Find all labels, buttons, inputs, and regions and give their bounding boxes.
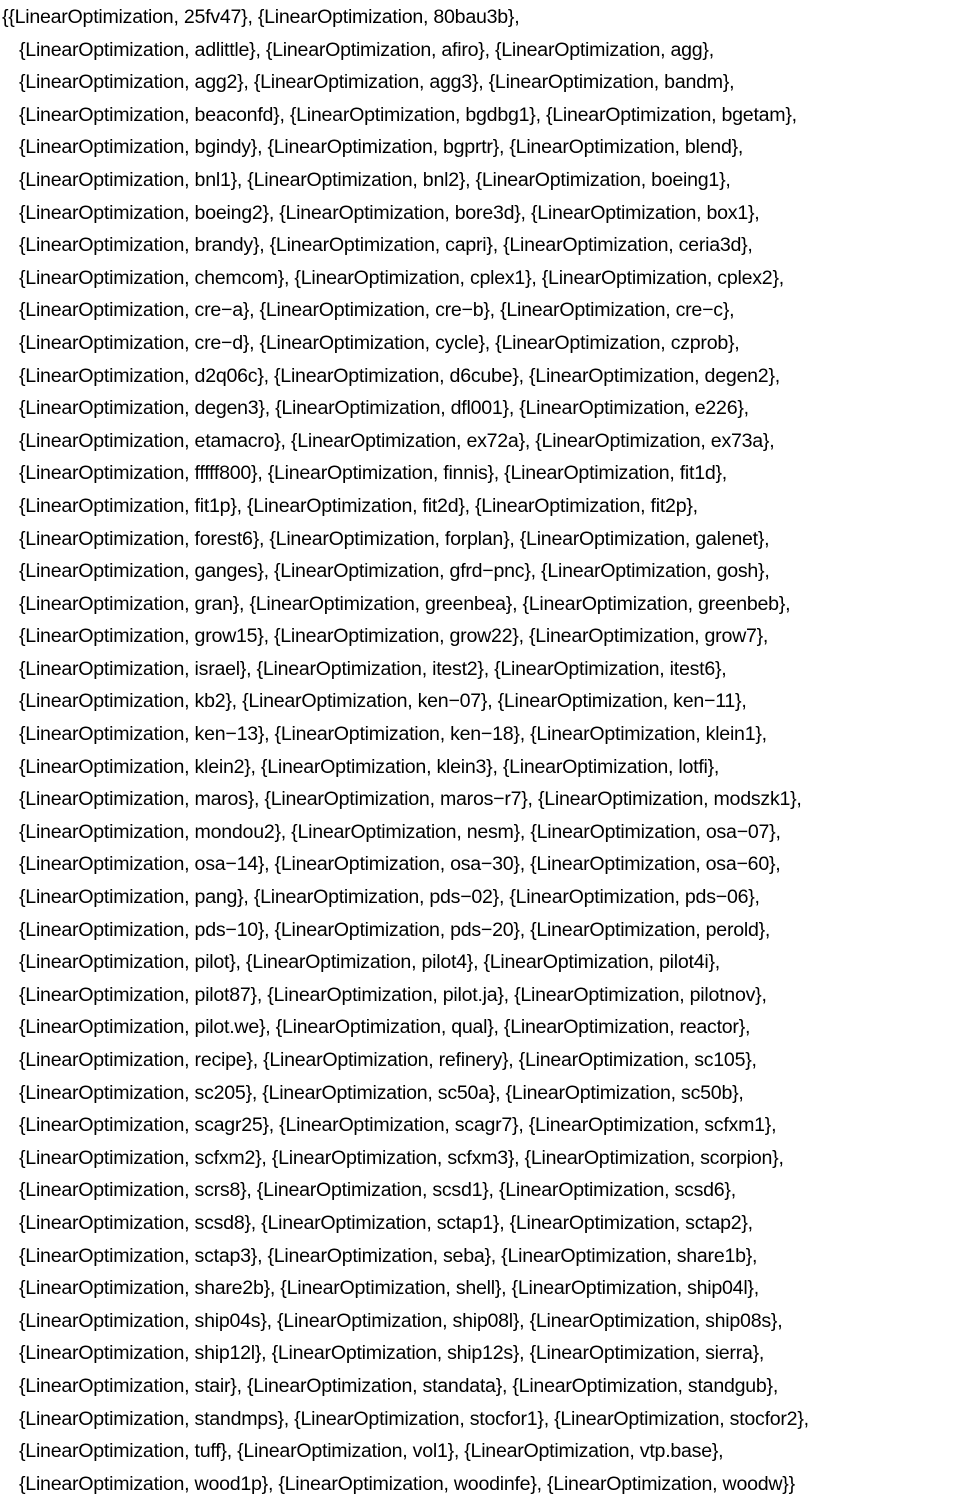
output-line: {LinearOptimization, israel}, {LinearOptimization, itest2}, {LinearOptimization, itest6}, xyxy=(19,657,727,680)
output-line: {LinearOptimization, recipe}, {LinearOptimization, refinery}, {LinearOptimization, sc105}, xyxy=(19,1049,757,1071)
output-line: {LinearOptimization, scrs8}, {LinearOptimization, scsd1}, {LinearOptimization, scsd6}, xyxy=(19,1179,736,1202)
output-line: {LinearOptimization, ganges}, {LinearOptimization, gfrd−pnc}, {LinearOptimization, gosh}, xyxy=(19,560,770,583)
output-line: {LinearOptimization, wood1p}, {LinearOptimization, woodinfe}, {LinearOptimization, woodw}} xyxy=(19,1472,795,1495)
output-line: {LinearOptimization, beaconfd}, {LinearOptimization, bgdbg1}, {LinearOptimization, bgetam}, xyxy=(19,103,797,126)
output-line: {LinearOptimization, sc205}, {LinearOptimization, sc50a}, {LinearOptimization, sc50b}, xyxy=(19,1081,744,1104)
output-line: {LinearOptimization, ship12l}, {LinearOptimization, ship12s}, {LinearOptimization, sierra}, xyxy=(19,1342,765,1365)
output-line: {LinearOptimization, pilot.we}, {LinearOptimization, qual}, {LinearOptimization, reactor}, xyxy=(19,1016,751,1039)
output-line: {LinearOptimization, maros}, {LinearOptimization, maros−r7}, {LinearOptimization, modszk1}, xyxy=(19,788,802,811)
output-line: {LinearOptimization, ken−13}, {LinearOptimization, ken−18}, {LinearOptimization, klein1}, xyxy=(19,723,767,746)
output-line: {LinearOptimization, osa−14}, {LinearOptimization, osa−30}, {LinearOptimization, osa−60}, xyxy=(19,853,781,876)
output-line: {LinearOptimization, gran}, {LinearOptimization, greenbea}, {LinearOptimization, greenbeb}, xyxy=(19,592,791,615)
output-line: {LinearOptimization, adlittle}, {LinearOptimization, afiro}, {LinearOptimization, agg}, xyxy=(19,38,714,61)
output-line: {LinearOptimization, cre−a}, {LinearOptimization, cre−b}, {LinearOptimization, cre−c}, xyxy=(19,299,735,322)
output-line: {LinearOptimization, bnl1}, {LinearOptimization, bnl2}, {LinearOptimization, boeing1}, xyxy=(19,168,731,191)
output-line: {LinearOptimization, scfxm2}, {LinearOptimization, scfxm3}, {LinearOptimization, scorpion}, xyxy=(19,1146,784,1169)
output-line: {LinearOptimization, agg2}, {LinearOptimization, agg3}, {LinearOptimization, bandm}, xyxy=(19,71,735,94)
output-line: {{LinearOptimization, 25fv47}, {LinearOptimization, 80bau3b}, xyxy=(2,6,520,28)
output-line: {LinearOptimization, pds−10}, {LinearOptimization, pds−20}, {LinearOptimization, perold}, xyxy=(19,918,771,941)
output-line: {LinearOptimization, pilot}, {LinearOptimization, pilot4}, {LinearOptimization, pilot4i}, xyxy=(19,951,720,974)
output-line: {LinearOptimization, fffff800}, {LinearOptimization, finnis}, {LinearOptimization, fit1d}, xyxy=(19,462,727,485)
output-line: {LinearOptimization, share2b}, {LinearOptimization, shell}, {LinearOptimization, ship04l}, xyxy=(19,1277,759,1300)
output-line: {LinearOptimization, boeing2}, {LinearOptimization, bore3d}, {LinearOptimization, box1}, xyxy=(19,201,760,224)
output-line: {LinearOptimization, cre−d}, {LinearOptimization, cycle}, {LinearOptimization, czprob}, xyxy=(19,331,740,354)
output-line: {LinearOptimization, standmps}, {LinearOptimization, stocfor1}, {LinearOptimization, stocfor2}, xyxy=(19,1407,809,1430)
output-line: {LinearOptimization, mondou2}, {LinearOptimization, nesm}, {LinearOptimization, osa−07}, xyxy=(19,820,781,843)
output-line: {LinearOptimization, ship04s}, {LinearOptimization, ship08l}, {LinearOptimization, ship08s}, xyxy=(19,1309,783,1332)
output-line: {LinearOptimization, scsd8}, {LinearOptimization, sctap1}, {LinearOptimization, sctap2}, xyxy=(19,1211,753,1234)
output-line: {LinearOptimization, sctap3}, {LinearOptimization, seba}, {LinearOptimization, share1b}, xyxy=(19,1244,758,1267)
output-line: {LinearOptimization, forest6}, {LinearOptimization, forplan}, {LinearOptimization, galenet}, xyxy=(19,527,770,550)
output-line: {LinearOptimization, bgindy}, {LinearOptimization, bgprtr}, {LinearOptimization, blend}, xyxy=(19,136,744,159)
output-line: {LinearOptimization, degen3}, {LinearOptimization, dfl001}, {LinearOptimization, e226}, xyxy=(19,397,749,420)
output-line: {LinearOptimization, pilot87}, {LinearOptimization, pilot.ja}, {LinearOptimization, pilotnov}, xyxy=(19,983,767,1006)
output-line: {LinearOptimization, tuff}, {LinearOptimization, vol1}, {LinearOptimization, vtp.base}, xyxy=(19,1440,724,1463)
output-line: {LinearOptimization, kb2}, {LinearOptimization, ken−07}, {LinearOptimization, ken−11}, xyxy=(19,690,747,713)
output-line: {LinearOptimization, klein2}, {LinearOptimization, klein3}, {LinearOptimization, lotfi}, xyxy=(19,755,720,778)
output-line: {LinearOptimization, fit1p}, {LinearOptimization, fit2d}, {LinearOptimization, fit2p}, xyxy=(19,494,698,517)
output-line: {LinearOptimization, scagr25}, {LinearOptimization, scagr7}, {LinearOptimization, scfxm1}, xyxy=(19,1114,777,1137)
output-line: {LinearOptimization, grow15}, {LinearOptimization, grow22}, {LinearOptimization, grow7}, xyxy=(19,625,769,648)
output-line: {LinearOptimization, brandy}, {LinearOptimization, capri}, {LinearOptimization, ceria3d}, xyxy=(19,234,753,257)
output-line: {LinearOptimization, chemcom}, {LinearOptimization, cplex1}, {LinearOptimization, cplex2}, xyxy=(19,266,784,289)
output-line: {LinearOptimization, stair}, {LinearOptimization, standata}, {LinearOptimization, standgub}, xyxy=(19,1374,779,1397)
output-line: {LinearOptimization, etamacro}, {LinearOptimization, ex72a}, {LinearOptimization, ex73a}, xyxy=(19,429,775,452)
output-line: {LinearOptimization, d2q06c}, {LinearOptimization, d6cube}, {LinearOptimization, degen2}, xyxy=(19,364,780,387)
output-line: {LinearOptimization, pang}, {LinearOptimization, pds−02}, {LinearOptimization, pds−06}, xyxy=(19,886,760,909)
